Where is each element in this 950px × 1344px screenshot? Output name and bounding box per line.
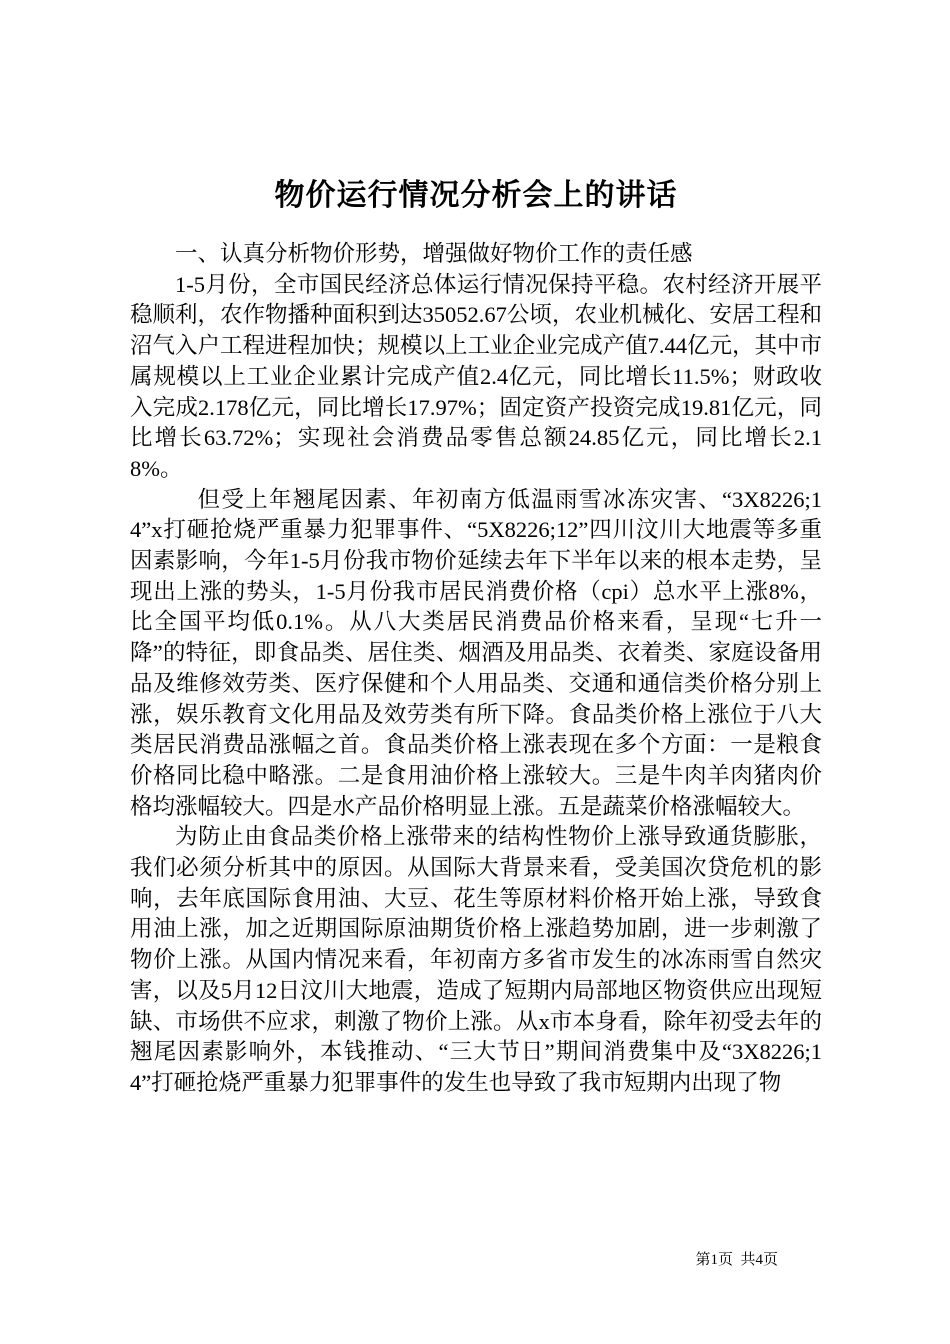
paragraph-price-trend: 但受上年翘尾因素、年初南方低温雨雪冰冻灾害、“3X8226;14”x打砸抢烧严重暴力犯罪事件、“5X8226;12”四川汶川大地震等多重因素影响，今年1-5月份我市物价延续去年下半年以来的根本走势，呈现出上涨的势头，1-5月份我市居民消费价格（cpi）总水平上涨8%，比全国平均低0.1%。从八大类居民消费品价格来看，呈现“七升一降”的特征，即食品类、居住类、烟酒及用品类、衣着类、家庭设备用品及维修效劳类、医疗保健和个人用品类、交通和通信类价格分别上涨，娱乐教育文化用品及效劳类有所下降。食品类价格上涨位于八大类居民消费品涨幅之首。食品类价格上涨表现在多个方面：一是粮食价格同比稳中略涨。二是食用油价格上涨较大。三是牛肉羊肉猪肉价格均涨幅较大。四是水产品价格明显上涨。五是蔬菜价格涨幅较大。 (130, 486, 822, 819)
paragraph-section-heading: 一、认真分析物价形势，增强做好物价工作的责任感 (175, 241, 693, 266)
document-title: 物价运行情况分析会上的讲话 (274, 179, 678, 212)
paragraph-inflation-causes: 为防止由食品类价格上涨带来的结构性物价上涨导致通货膨胀，我们必须分析其中的原因。从国际大背景来看，受美国次贷危机的影响，去年底国际食用油、大豆、花生等原材料价格开始上涨，导致食用油上涨，加之近期国际原油期货价格上涨趋势加剧，进一步刺激了物价上涨。从国内情况来看，年初南方多省市发生的冰冻雨雪自然灾害，以及5月12日汶川大地震，造成了短期内局部地区物资供应出现短缺、市场供不应求，刺激了物价上涨。从x市本身看，除年初受去年的翘尾因素影响外，本钱推动、“三大节日”期间消费集中及“3X8226;14”打砸抢烧严重暴力犯罪事件的发生也导致了我市短期内出现了物 (130, 824, 822, 1095)
paragraph-economy-overview: 1-5月份，全市国民经济总体运行情况保持平稳。农村经济开展平稳顺利，农作物播种面积到达35052.67公顷，农业机械化、安居工程和沼气入户工程进程加快；规模以上工业企业完成产值7.44亿元，其中市属规模以上工业企业累计完成产值2.4亿元，同比增长11.5%；财政收入完成2.178亿元，同比增长17.97%；固定资产投资完成19.81亿元，同比增长63.72%；实现社会消费品零售总额24.85亿元，同比增长2.18%。 (130, 271, 822, 481)
document-content (130, 176, 822, 1099)
page-footer (680, 1231, 778, 1286)
page-number-label: 第1页 共4页 (695, 1252, 778, 1268)
